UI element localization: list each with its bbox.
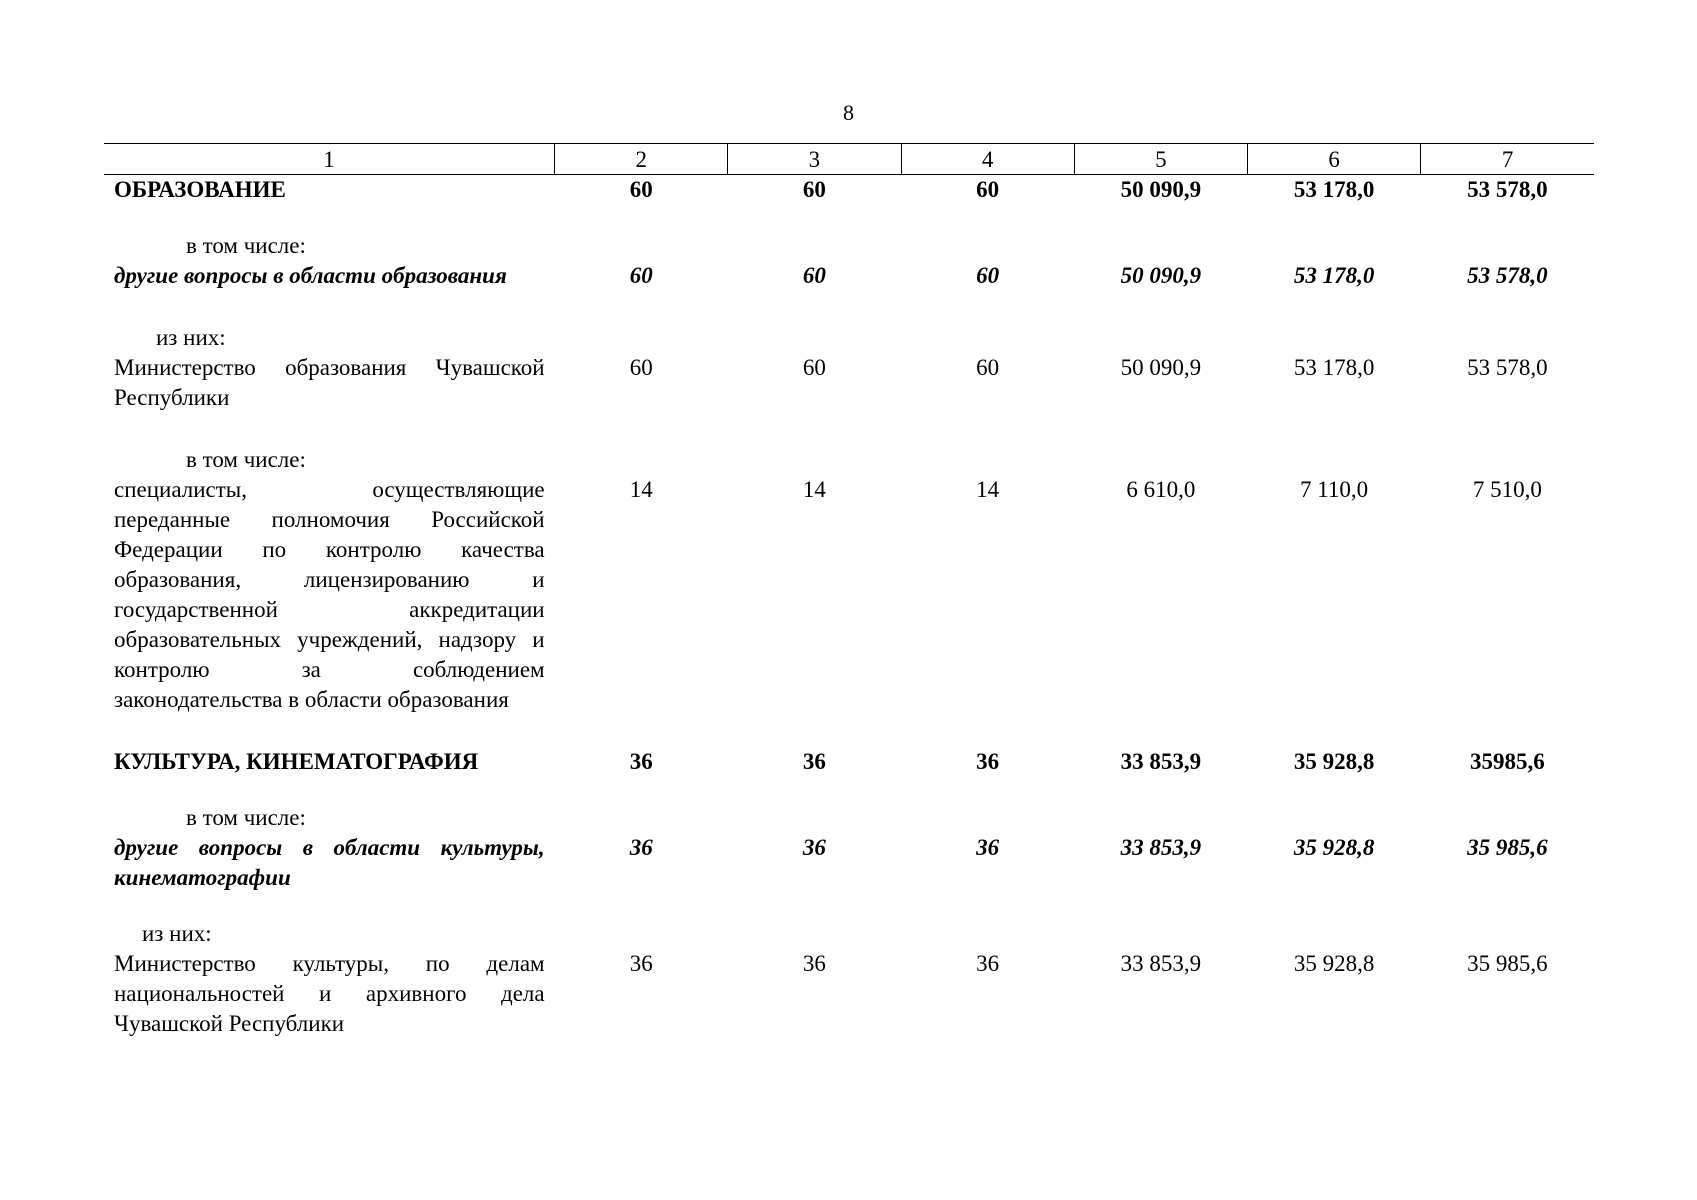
row-value: 35 985,6 [1467, 951, 1548, 976]
row-value: 53 178,0 [1293, 177, 1375, 202]
table-row [104, 175, 1594, 206]
row-value: 33 853,9 [1120, 749, 1202, 774]
row-value: 53 178,0 [1293, 355, 1375, 380]
row-value: 35 928,8 [1293, 951, 1375, 976]
table-row [104, 261, 1594, 291]
row-value: 53 578,0 [1467, 355, 1548, 380]
row-value: 60 [802, 355, 826, 380]
row-value: 36 [802, 835, 826, 860]
column-header: 6 [1247, 144, 1420, 175]
row-value: 36 [976, 835, 1000, 860]
row-value: 60 [802, 263, 826, 288]
row-spacer [104, 715, 1594, 747]
row-value: 60 [629, 355, 653, 380]
row-value: 53 178,0 [1293, 263, 1375, 288]
row-value: 36 [976, 749, 1000, 774]
table-row [104, 833, 1594, 893]
row-value: 60 [802, 177, 826, 202]
note-row [104, 445, 1594, 475]
row-value: 7 510,0 [1472, 477, 1542, 502]
row-value: 33 853,9 [1120, 835, 1202, 860]
row-value: 36 [802, 749, 826, 774]
row-value: 53 578,0 [1467, 177, 1548, 202]
row-value: 53 578,0 [1467, 263, 1548, 288]
row-value: 36 [629, 749, 653, 774]
column-header: 7 [1421, 144, 1594, 175]
row-note: в том числе: [186, 233, 306, 258]
row-label: ОБРАЗОВАНИЕ [114, 177, 286, 202]
row-note: в том числе: [186, 447, 306, 472]
row-value: 36 [802, 951, 826, 976]
row-value: 35 928,8 [1293, 749, 1375, 774]
row-value: 60 [629, 177, 653, 202]
row-value: 14 [802, 477, 826, 502]
row-label: другие вопросы в области образования [114, 263, 507, 288]
row-value: 36 [629, 835, 653, 860]
row-value: 35 928,8 [1293, 835, 1375, 860]
note-row [104, 323, 1594, 353]
row-spacer [104, 893, 1594, 919]
row-value: 50 090,9 [1120, 355, 1202, 380]
column-header: 3 [728, 144, 901, 175]
row-label: Министерство культуры, по делам национальностей и архивного дела Чувашской Республики [114, 951, 545, 1036]
row-value: 60 [976, 177, 1000, 202]
table-row [104, 747, 1594, 777]
row-label: другие вопросы в области культуры, кинематографии [114, 835, 545, 890]
table-row [104, 353, 1594, 413]
row-note: в том числе: [186, 805, 306, 830]
row-value: 6 610,0 [1126, 477, 1196, 502]
note-row [104, 803, 1594, 833]
row-value: 36 [629, 951, 653, 976]
row-spacer [104, 413, 1594, 445]
row-value: 35985,6 [1469, 749, 1545, 774]
row-value: 50 090,9 [1120, 263, 1202, 288]
budget-table [104, 143, 1594, 1039]
table-header [104, 144, 1594, 175]
table-body [104, 175, 1594, 1040]
row-label: КУЛЬТУРА, КИНЕМАТОГРАФИЯ [114, 749, 479, 774]
row-value: 50 090,9 [1120, 177, 1202, 202]
note-row [104, 231, 1594, 261]
column-header: 2 [555, 144, 728, 175]
page-number: 8 [843, 100, 854, 125]
row-value: 60 [629, 263, 653, 288]
row-note: из них: [142, 921, 212, 946]
row-spacer [104, 291, 1594, 323]
row-label: Министерство образования Чувашской Республики [114, 355, 545, 410]
table-row [104, 475, 1594, 715]
row-note: из них: [156, 325, 226, 350]
row-value: 33 853,9 [1120, 951, 1202, 976]
table-row [104, 949, 1594, 1039]
row-value: 35 985,6 [1467, 835, 1548, 860]
row-spacer [104, 777, 1594, 803]
column-header: 5 [1074, 144, 1247, 175]
column-header: 4 [901, 144, 1074, 175]
row-spacer [104, 205, 1594, 231]
row-value: 14 [976, 477, 1000, 502]
column-header: 1 [104, 144, 555, 175]
row-value: 60 [976, 355, 1000, 380]
row-value: 60 [976, 263, 1000, 288]
row-value: 7 110,0 [1300, 477, 1369, 502]
row-value: 14 [629, 477, 653, 502]
row-label: специалисты, осуществляющие переданные полномочия Российской Федерации по контролю качества образования, лицензированию и государственной аккредитации образовательных учреждений, надзору и контролю за соблюдением законодательства в области образования [114, 477, 545, 712]
note-row [104, 919, 1594, 949]
row-value: 36 [976, 951, 1000, 976]
